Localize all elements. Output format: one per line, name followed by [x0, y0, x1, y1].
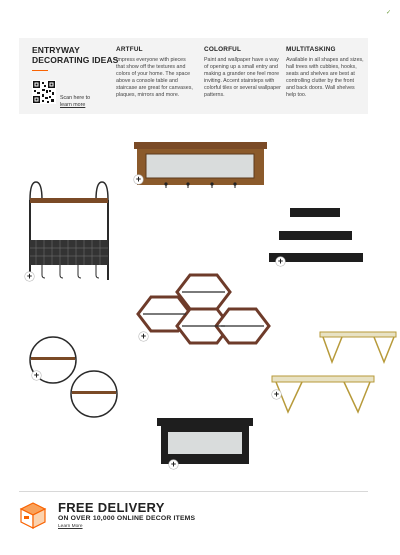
free-delivery-subtitle: ON OVER 10,000 ONLINE DECOR ITEMS: [58, 515, 196, 522]
add-item-plus-icon[interactable]: +: [26, 271, 33, 281]
wood-mirror-hook-rack[interactable]: [134, 142, 267, 190]
page-title: ENTRYWAY DECORATING IDEAS: [32, 45, 119, 65]
scan-prompt: [60, 95, 90, 108]
learn-more-footer-link[interactable]: Learn More: [58, 524, 83, 529]
title-underline: [32, 70, 48, 71]
column-colorful: [204, 46, 282, 99]
add-item-plus-icon[interactable]: +: [277, 256, 284, 266]
delivery-box-icon: [19, 501, 47, 529]
qr-code-icon[interactable]: [32, 80, 56, 104]
gold-glass-shelf-large[interactable]: [270, 374, 376, 414]
column-heading: ARTFUL: [116, 46, 143, 53]
column-multitasking: [286, 46, 364, 99]
column-body: Paint and wallpaper have a way of opening up a small entry and making a grander one feel more inviting. Accent stairsteps with colorful tiles or several wallpaper patterns.: [204, 57, 281, 98]
column-heading: COLORFUL: [204, 46, 242, 53]
add-item-plus-icon[interactable]: +: [33, 370, 40, 380]
add-item-plus-icon[interactable]: +: [140, 331, 147, 341]
learn-more-link[interactable]: learn more: [60, 101, 86, 108]
column-artful: [116, 46, 194, 99]
column-body: Available in all shapes and sizes, hall trees with cubbies, hooks, seats and shelves are best at controlling clutter by the front and back doors. Wall shelves help too.: [286, 57, 364, 98]
scan-text: Scan here to: [60, 95, 91, 101]
info-panel: [19, 38, 368, 114]
metal-hall-tree[interactable]: [24, 180, 114, 288]
gold-glass-shelf-small[interactable]: [318, 330, 398, 364]
hexagon-wall-shelves[interactable]: [136, 272, 272, 348]
footer-divider: [19, 491, 368, 492]
add-item-plus-icon[interactable]: +: [170, 459, 177, 469]
free-delivery-title: FREE DELIVERY: [58, 500, 165, 515]
add-item-plus-icon[interactable]: +: [273, 389, 280, 399]
add-item-plus-icon[interactable]: +: [135, 174, 142, 184]
column-body: Impress everyone with pieces that show off the textures and colors of your home. The space above a console table and staircase are great for canvases, plaques, mirrors and more.: [116, 57, 193, 98]
round-shelf-lower[interactable]: [68, 369, 120, 419]
column-heading: MULTITASKING: [286, 46, 336, 53]
corner-check-icon: ✓: [386, 10, 392, 16]
